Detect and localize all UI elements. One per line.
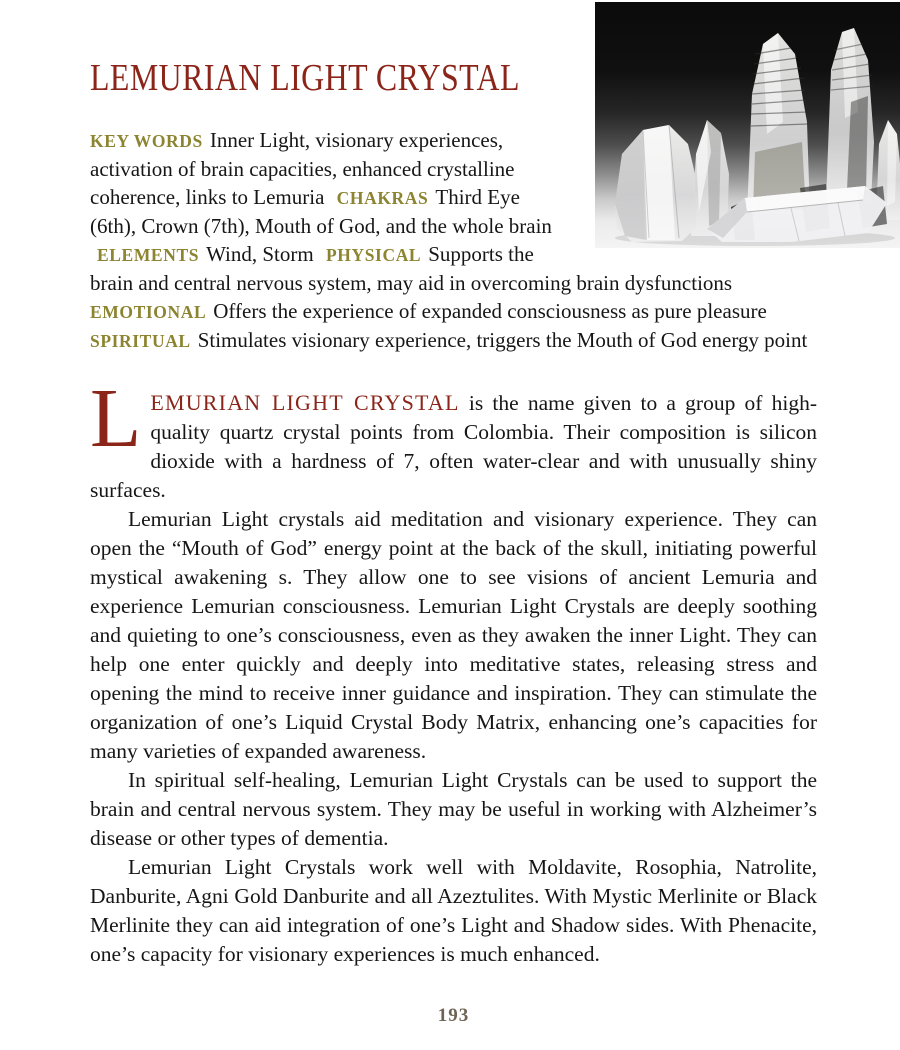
physical-text: Supports the brain and central nervous system, may aid in overcoming brain dysfunctions xyxy=(90,242,733,295)
paragraph-1-text: is the name given to a group of high-quality quartz crystal points from Colombia. Their composition is silicon dioxide with a hardness of 7, often water-clear and with unusually shiny surfaces. xyxy=(90,391,817,502)
page-number: 193 xyxy=(437,1005,470,1026)
elements-text: Wind, Storm xyxy=(206,242,314,266)
paragraph-2: Lemurian Light crystals aid meditation and visionary experience. They can open the “Mouth of God” energy point at the back of the skull, initiating powerful mystical awakening s. They allow one to see visions of ancient Lemuria and experience Lemurian consciousness. Lemurian Light Crystals are deeply soothing and quieting to one’s consciousness, even as they awaken the inner Light. They can help one enter quickly and deeply into meditative states, releasing stress and opening the mind to receive inner guidance and inspiration. They can stimulate the organization of one’s Liquid Crystal Body Matrix, enhancing one’s capacities for many varieties of expanded awareness. xyxy=(90,507,817,763)
spiritual-text: Stimulates visionary experience, triggers the Mouth of God energy point xyxy=(197,328,808,352)
elements-label: ELEMENTS xyxy=(97,245,200,265)
crystal-photo xyxy=(595,2,900,248)
emotional-row xyxy=(90,297,817,326)
chakras-text: Third Eye (6th), Crown (7th), Mouth of God, and the whole brain xyxy=(90,185,552,238)
body-text xyxy=(90,372,817,969)
chakras-label: CHAKRAS xyxy=(336,188,429,208)
paragraph-3: In spiritual self-healing, Lemurian Light Crystals can be used to support the brain and central nervous system. They may be useful in working with Alzheimer’s disease or other types of dementia. xyxy=(90,768,817,850)
physical-label: PHYSICAL xyxy=(325,245,422,265)
emotional-label: EMOTIONAL xyxy=(90,302,207,322)
dropcap-letter: L xyxy=(90,372,142,465)
spiritual-row xyxy=(90,326,817,355)
paragraph-4: Lemurian Light Crystals work well with Moldavite, Rosophia, Natrolite, Danburite, Agni Gold Danburite and all Azeztulites. With Mystic Merlinite or Black Merlinite they can aid integration of one’s Light and Shadow sides. With Phenacite, one’s capacity for visionary experiences is much enhanced. xyxy=(90,855,817,966)
page-title: LEMURIAN LIGHT CRYSTAL xyxy=(90,57,520,99)
crystal-photo-illustration xyxy=(595,2,900,248)
lead-smallcaps: EMURIAN LIGHT CRYSTAL xyxy=(150,390,460,415)
spiritual-label: SPIRITUAL xyxy=(90,331,191,351)
key-words-text: Inner Light, visionary experiences, activation of brain capacities, enhanced crystalline coherence, links to Lemuria xyxy=(90,128,515,209)
paragraph-1 xyxy=(90,372,817,505)
emotional-text: Offers the experience of expanded consciousness as pure pleasure xyxy=(213,299,767,323)
key-words-label: KEY WORDS xyxy=(90,131,203,151)
